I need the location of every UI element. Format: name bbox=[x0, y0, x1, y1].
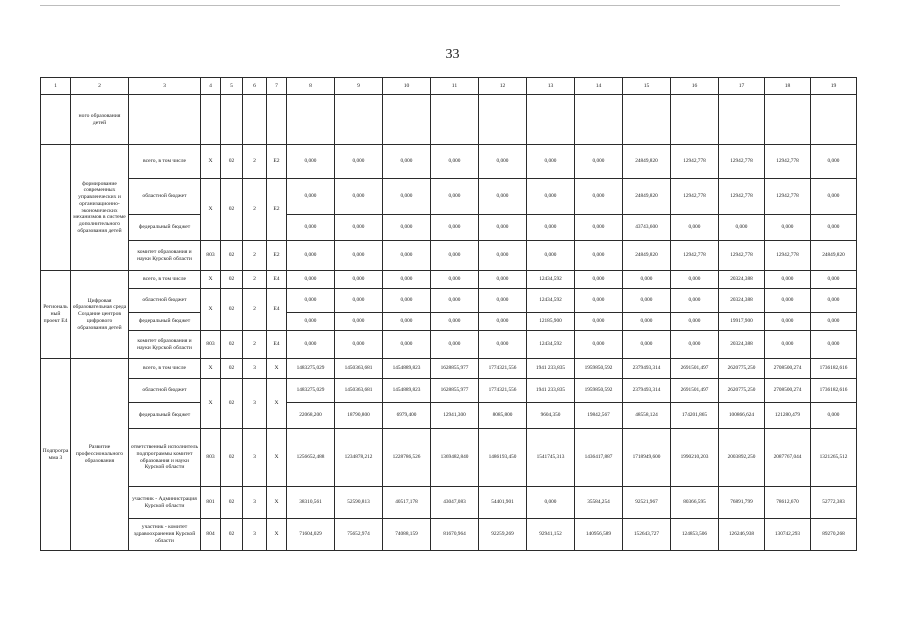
value-cell: 19917,900 bbox=[719, 313, 765, 331]
code-cell: X bbox=[267, 519, 287, 551]
value-cell: 0,000 bbox=[671, 215, 719, 241]
code-cell: 02 bbox=[221, 145, 243, 179]
value-cell: 12942,778 bbox=[765, 145, 811, 179]
value-cell: 0,000 bbox=[671, 271, 719, 289]
value-cell: 0,000 bbox=[765, 215, 811, 241]
code-cell: 803 bbox=[201, 241, 221, 271]
value-cell: 0,000 bbox=[671, 313, 719, 331]
value-cell: 20324,388 bbox=[719, 331, 765, 359]
value-cell: 0,000 bbox=[765, 271, 811, 289]
value-cell: 12942,778 bbox=[671, 241, 719, 271]
value-cell: 75652,974 bbox=[335, 519, 383, 551]
value-cell: 0,000 bbox=[527, 179, 575, 215]
value-cell: 38310,561 bbox=[287, 487, 335, 519]
code-cell: 2 bbox=[243, 145, 267, 179]
value-cell: 0,000 bbox=[527, 215, 575, 241]
value-cell: 2708500,274 bbox=[765, 359, 811, 379]
value-cell: 1736182,616 bbox=[811, 379, 857, 403]
value-cell: 0,000 bbox=[287, 241, 335, 271]
value-cell: 2691501,497 bbox=[671, 379, 719, 403]
table-row bbox=[41, 379, 857, 403]
value-cell: 0,000 bbox=[287, 145, 335, 179]
value-cell: 0,000 bbox=[479, 289, 527, 313]
value-cell: 0,000 bbox=[287, 215, 335, 241]
value-cell: 71604,029 bbox=[287, 519, 335, 551]
code-cell: 3 bbox=[243, 359, 267, 379]
code-cell: 02 bbox=[221, 179, 243, 241]
value-cell: 1959850,592 bbox=[575, 379, 623, 403]
col-header: 9 bbox=[335, 78, 383, 95]
table-row bbox=[41, 403, 857, 429]
value-cell: 0,000 bbox=[811, 271, 857, 289]
value-cell: 24849,820 bbox=[623, 145, 671, 179]
col-header: 4 bbox=[201, 78, 221, 95]
program-name-cell: ного образования детей bbox=[71, 95, 129, 145]
value-cell: 0,000 bbox=[811, 331, 857, 359]
value-cell: 0,000 bbox=[383, 179, 431, 215]
value-cell: 152643,727 bbox=[623, 519, 671, 551]
value-cell: 0,000 bbox=[811, 313, 857, 331]
value-cell: 100866,624 bbox=[719, 403, 765, 429]
value-cell: 2379493,314 bbox=[623, 379, 671, 403]
value-cell: 0,000 bbox=[335, 241, 383, 271]
subprogram-name-cell: Подпрограмма 3 bbox=[41, 359, 71, 551]
col-header: 7 bbox=[267, 78, 287, 95]
value-cell: 0,000 bbox=[431, 289, 479, 313]
source-cell: областной бюджет bbox=[129, 289, 201, 313]
value-cell: 0,000 bbox=[287, 313, 335, 331]
value-cell: 9604,350 bbox=[527, 403, 575, 429]
value-cell: 12942,778 bbox=[719, 241, 765, 271]
value-cell: 0,000 bbox=[811, 403, 857, 429]
value-cell: 0,000 bbox=[811, 179, 857, 215]
value-cell: 0,000 bbox=[479, 215, 527, 241]
col-header: 6 bbox=[243, 78, 267, 95]
source-cell: участник - Администрация Курской области bbox=[129, 487, 201, 519]
value-cell: 1941 233,835 bbox=[527, 359, 575, 379]
value-cell: 0,000 bbox=[479, 271, 527, 289]
value-cell: 1228786,526 bbox=[383, 429, 431, 487]
value-cell: 1234878,212 bbox=[335, 429, 383, 487]
value-cell: 80366,595 bbox=[671, 487, 719, 519]
value-cell: 0,000 bbox=[479, 331, 527, 359]
col-header: 1 bbox=[41, 78, 71, 95]
table-row bbox=[41, 179, 857, 215]
top-rule bbox=[40, 5, 840, 6]
project-name-cell: Региональный проект Е4 bbox=[41, 271, 71, 359]
value-cell: 0,000 bbox=[431, 241, 479, 271]
value-cell: 0,000 bbox=[623, 271, 671, 289]
code-cell: 803 bbox=[201, 429, 221, 487]
value-cell: 0,000 bbox=[431, 215, 479, 241]
value-cell: 0,000 bbox=[431, 331, 479, 359]
value-cell: 43743,600 bbox=[623, 215, 671, 241]
value-cell: 20324,388 bbox=[719, 271, 765, 289]
col-header: 2 bbox=[71, 78, 129, 95]
value-cell: 0,000 bbox=[765, 289, 811, 313]
value-cell: 0,000 bbox=[431, 179, 479, 215]
value-cell: 92521,967 bbox=[623, 487, 671, 519]
code-cell: X bbox=[201, 289, 221, 331]
code-cell: 3 bbox=[243, 429, 267, 487]
value-cell: 20324,388 bbox=[719, 289, 765, 313]
value-cell: 0,000 bbox=[431, 271, 479, 289]
value-cell: 0,000 bbox=[383, 289, 431, 313]
value-cell: 174201,865 bbox=[671, 403, 719, 429]
value-cell: 12942,778 bbox=[765, 179, 811, 215]
value-cell: 0,000 bbox=[431, 313, 479, 331]
code-cell: 02 bbox=[221, 487, 243, 519]
value-cell: 0,000 bbox=[765, 331, 811, 359]
code-cell: 02 bbox=[221, 359, 243, 379]
value-cell: 0,000 bbox=[383, 271, 431, 289]
program-name-cell: Развитие профессионального образования bbox=[71, 359, 129, 551]
value-cell: 12942,778 bbox=[671, 145, 719, 179]
value-cell: 0,000 bbox=[575, 289, 623, 313]
value-cell: 0,000 bbox=[287, 271, 335, 289]
value-cell: 12942,778 bbox=[671, 179, 719, 215]
value-cell: 12434,592 bbox=[527, 331, 575, 359]
value-cell: 0,000 bbox=[335, 313, 383, 331]
value-cell: 0,000 bbox=[575, 179, 623, 215]
value-cell: 2379493,314 bbox=[623, 359, 671, 379]
source-cell: ответственный исполнитель подпрограммы комитет образования и науки Курской области bbox=[129, 429, 201, 487]
col-header: 12 bbox=[479, 78, 527, 95]
code-cell: Е4 bbox=[267, 271, 287, 289]
value-cell: 24849,820 bbox=[623, 241, 671, 271]
code-cell: 803 bbox=[201, 331, 221, 359]
source-cell: областной бюджет bbox=[129, 179, 201, 215]
source-cell: областной бюджет bbox=[129, 379, 201, 403]
code-cell: X bbox=[267, 359, 287, 379]
code-cell: 3 bbox=[243, 519, 267, 551]
table-row bbox=[41, 215, 857, 241]
table-row bbox=[41, 331, 857, 359]
code-cell: X bbox=[201, 271, 221, 289]
page-number: 33 bbox=[445, 47, 460, 62]
col-header: 5 bbox=[221, 78, 243, 95]
table-row bbox=[41, 271, 857, 289]
value-cell: 2620775,250 bbox=[719, 359, 765, 379]
source-cell: всего, в том числе bbox=[129, 359, 201, 379]
value-cell: 1541745,313 bbox=[527, 429, 575, 487]
source-cell: участник - комитет здравоохранения Курской области bbox=[129, 519, 201, 551]
value-cell: 0,000 bbox=[335, 179, 383, 215]
code-cell: 02 bbox=[221, 289, 243, 331]
value-cell: 0,000 bbox=[335, 289, 383, 313]
value-cell: 2003892,250 bbox=[719, 429, 765, 487]
value-cell: 22068,200 bbox=[287, 403, 335, 429]
value-cell: 12942,778 bbox=[765, 241, 811, 271]
value-cell: 12434,592 bbox=[527, 289, 575, 313]
source-cell: комитет образования и науки Курской области bbox=[129, 241, 201, 271]
value-cell: 40517,178 bbox=[383, 487, 431, 519]
code-cell: 801 bbox=[201, 487, 221, 519]
value-cell: 140956,589 bbox=[575, 519, 623, 551]
value-cell: 48558,124 bbox=[623, 403, 671, 429]
table-row bbox=[41, 487, 857, 519]
value-cell: 1941 233,835 bbox=[527, 379, 575, 403]
code-cell: X bbox=[267, 429, 287, 487]
value-cell: 78612,670 bbox=[765, 487, 811, 519]
col-header: 11 bbox=[431, 78, 479, 95]
value-cell: 0,000 bbox=[287, 289, 335, 313]
value-cell: 1774321,556 bbox=[479, 379, 527, 403]
value-cell: 1718949,600 bbox=[623, 429, 671, 487]
col-header: 19 bbox=[811, 78, 857, 95]
code-cell: 02 bbox=[221, 241, 243, 271]
value-cell: 0,000 bbox=[671, 289, 719, 313]
code-cell: 2 bbox=[243, 179, 267, 241]
value-cell: 12434,592 bbox=[527, 271, 575, 289]
value-cell: 0,000 bbox=[287, 331, 335, 359]
value-cell: 0,000 bbox=[623, 313, 671, 331]
source-cell: комитет образования и науки Курской области bbox=[129, 331, 201, 359]
value-cell: 1628855,977 bbox=[431, 359, 479, 379]
value-cell: 12185,900 bbox=[527, 313, 575, 331]
value-cell: 0,000 bbox=[335, 271, 383, 289]
table-row bbox=[41, 145, 857, 179]
value-cell: 0,000 bbox=[383, 241, 431, 271]
value-cell: 1990210,203 bbox=[671, 429, 719, 487]
value-cell: 1256652,488 bbox=[287, 429, 335, 487]
value-cell: 1321265,512 bbox=[811, 429, 857, 487]
value-cell: 1483275,029 bbox=[287, 359, 335, 379]
value-cell: 1959850,592 bbox=[575, 359, 623, 379]
value-cell: 0,000 bbox=[383, 313, 431, 331]
value-cell: 76891,799 bbox=[719, 487, 765, 519]
value-cell: 0,000 bbox=[575, 331, 623, 359]
value-cell: 1454889,823 bbox=[383, 379, 431, 403]
value-cell: 1483275,029 bbox=[287, 379, 335, 403]
table-row bbox=[41, 519, 857, 551]
code-cell: 2 bbox=[243, 331, 267, 359]
value-cell: 0,000 bbox=[575, 271, 623, 289]
source-cell: всего, в том числе bbox=[129, 145, 201, 179]
value-cell: 0,000 bbox=[383, 145, 431, 179]
program-name-cell: Цифровая образовательная среда Создание центров цифрового образования детей bbox=[71, 271, 129, 359]
value-cell: 0,000 bbox=[811, 215, 857, 241]
value-cell: 0,000 bbox=[335, 331, 383, 359]
value-cell: 12942,778 bbox=[719, 179, 765, 215]
value-cell: 126246,938 bbox=[719, 519, 765, 551]
code-cell: X bbox=[201, 379, 221, 429]
code-cell: Е4 bbox=[267, 331, 287, 359]
value-cell: 2087767,044 bbox=[765, 429, 811, 487]
table-row bbox=[41, 289, 857, 313]
value-cell: 1486193,450 bbox=[479, 429, 527, 487]
code-cell: 02 bbox=[221, 429, 243, 487]
code-cell: 02 bbox=[221, 271, 243, 289]
value-cell: 0,000 bbox=[623, 331, 671, 359]
col-header: 13 bbox=[527, 78, 575, 95]
value-cell: 0,000 bbox=[527, 145, 575, 179]
value-cell: 92259,269 bbox=[479, 519, 527, 551]
code-cell: X bbox=[267, 379, 287, 429]
value-cell: 2708500,274 bbox=[765, 379, 811, 403]
value-cell: 35584,254 bbox=[575, 487, 623, 519]
value-cell: 0,000 bbox=[765, 313, 811, 331]
value-cell: 0,000 bbox=[335, 215, 383, 241]
table-row bbox=[41, 241, 857, 271]
value-cell: 0,000 bbox=[575, 215, 623, 241]
value-cell: 0,000 bbox=[335, 145, 383, 179]
value-cell: 0,000 bbox=[671, 331, 719, 359]
value-cell: 52590,813 bbox=[335, 487, 383, 519]
source-cell: федеральный бюджет bbox=[129, 313, 201, 331]
value-cell: 0,000 bbox=[811, 145, 857, 179]
value-cell: 0,000 bbox=[575, 145, 623, 179]
value-cell: 1369482,840 bbox=[431, 429, 479, 487]
value-cell: 0,000 bbox=[287, 179, 335, 215]
col-header: 14 bbox=[575, 78, 623, 95]
col-header: 15 bbox=[623, 78, 671, 95]
code-cell: 2 bbox=[243, 241, 267, 271]
value-cell: 1628855,977 bbox=[431, 379, 479, 403]
value-cell: 52772,383 bbox=[811, 487, 857, 519]
value-cell: 0,000 bbox=[527, 487, 575, 519]
code-cell: X bbox=[201, 359, 221, 379]
source-cell: федеральный бюджет bbox=[129, 403, 201, 429]
value-cell: 0,000 bbox=[811, 289, 857, 313]
value-cell: 19842,567 bbox=[575, 403, 623, 429]
value-cell: 0,000 bbox=[623, 289, 671, 313]
col-header: 10 bbox=[383, 78, 431, 95]
value-cell: 1436417,887 bbox=[575, 429, 623, 487]
col-header: 17 bbox=[719, 78, 765, 95]
value-cell: 1774321,556 bbox=[479, 359, 527, 379]
value-cell: 0,000 bbox=[575, 241, 623, 271]
value-cell: 130742,293 bbox=[765, 519, 811, 551]
code-cell: 02 bbox=[221, 379, 243, 429]
value-cell: 12941,300 bbox=[431, 403, 479, 429]
value-cell: 0,000 bbox=[479, 313, 527, 331]
value-cell: 18790,800 bbox=[335, 403, 383, 429]
value-cell: 0,000 bbox=[479, 145, 527, 179]
value-cell: 54401,901 bbox=[479, 487, 527, 519]
code-cell: 3 bbox=[243, 379, 267, 429]
code-cell: X bbox=[267, 487, 287, 519]
value-cell: 8085,800 bbox=[479, 403, 527, 429]
value-cell: 0,000 bbox=[575, 313, 623, 331]
code-cell: 02 bbox=[221, 331, 243, 359]
value-cell: 12942,778 bbox=[719, 145, 765, 179]
value-cell: 74088,159 bbox=[383, 519, 431, 551]
code-cell: Е2 bbox=[267, 241, 287, 271]
source-cell: федеральный бюджет bbox=[129, 215, 201, 241]
value-cell: 0,000 bbox=[431, 145, 479, 179]
value-cell: 43047,083 bbox=[431, 487, 479, 519]
value-cell: 1736182,616 bbox=[811, 359, 857, 379]
source-cell: всего, в том числе bbox=[129, 271, 201, 289]
col-header: 18 bbox=[765, 78, 811, 95]
table-row bbox=[41, 429, 857, 487]
col-header: 8 bbox=[287, 78, 335, 95]
code-cell: Е2 bbox=[267, 179, 287, 241]
value-cell: 1450363,681 bbox=[335, 359, 383, 379]
code-cell: Е2 bbox=[267, 145, 287, 179]
value-cell: 0,000 bbox=[479, 241, 527, 271]
table-row bbox=[41, 313, 857, 331]
value-cell: 24849,820 bbox=[623, 179, 671, 215]
table-row bbox=[41, 95, 857, 145]
code-cell: X bbox=[201, 145, 221, 179]
code-cell: Е4 bbox=[267, 289, 287, 331]
value-cell: 24849,820 bbox=[811, 241, 857, 271]
value-cell: 81670,964 bbox=[431, 519, 479, 551]
value-cell: 2620775,250 bbox=[719, 379, 765, 403]
code-cell: 804 bbox=[201, 519, 221, 551]
value-cell: 0,000 bbox=[383, 215, 431, 241]
value-cell: 92941,152 bbox=[527, 519, 575, 551]
value-cell: 0,000 bbox=[383, 331, 431, 359]
value-cell: 1450363,681 bbox=[335, 379, 383, 403]
code-cell: 2 bbox=[243, 289, 267, 331]
code-cell: 3 bbox=[243, 487, 267, 519]
code-cell: 02 bbox=[221, 519, 243, 551]
value-cell: 2691501,497 bbox=[671, 359, 719, 379]
program-name-cell: формирование современных управленческих и организационно-экономических механизмов в системе дополнительного образования детей bbox=[71, 145, 129, 271]
value-cell: 121280,479 bbox=[765, 403, 811, 429]
col-header: 16 bbox=[671, 78, 719, 95]
code-cell: 2 bbox=[243, 271, 267, 289]
value-cell: 124853,506 bbox=[671, 519, 719, 551]
budget-table bbox=[40, 77, 857, 551]
col-header: 3 bbox=[129, 78, 201, 95]
value-cell: 0,000 bbox=[719, 215, 765, 241]
value-cell: 1454889,823 bbox=[383, 359, 431, 379]
value-cell: 0,000 bbox=[479, 179, 527, 215]
code-cell: X bbox=[201, 179, 221, 241]
value-cell: 89270,268 bbox=[811, 519, 857, 551]
value-cell: 6979,400 bbox=[383, 403, 431, 429]
column-header-row bbox=[41, 78, 857, 95]
table-row bbox=[41, 359, 857, 379]
value-cell: 0,000 bbox=[527, 241, 575, 271]
